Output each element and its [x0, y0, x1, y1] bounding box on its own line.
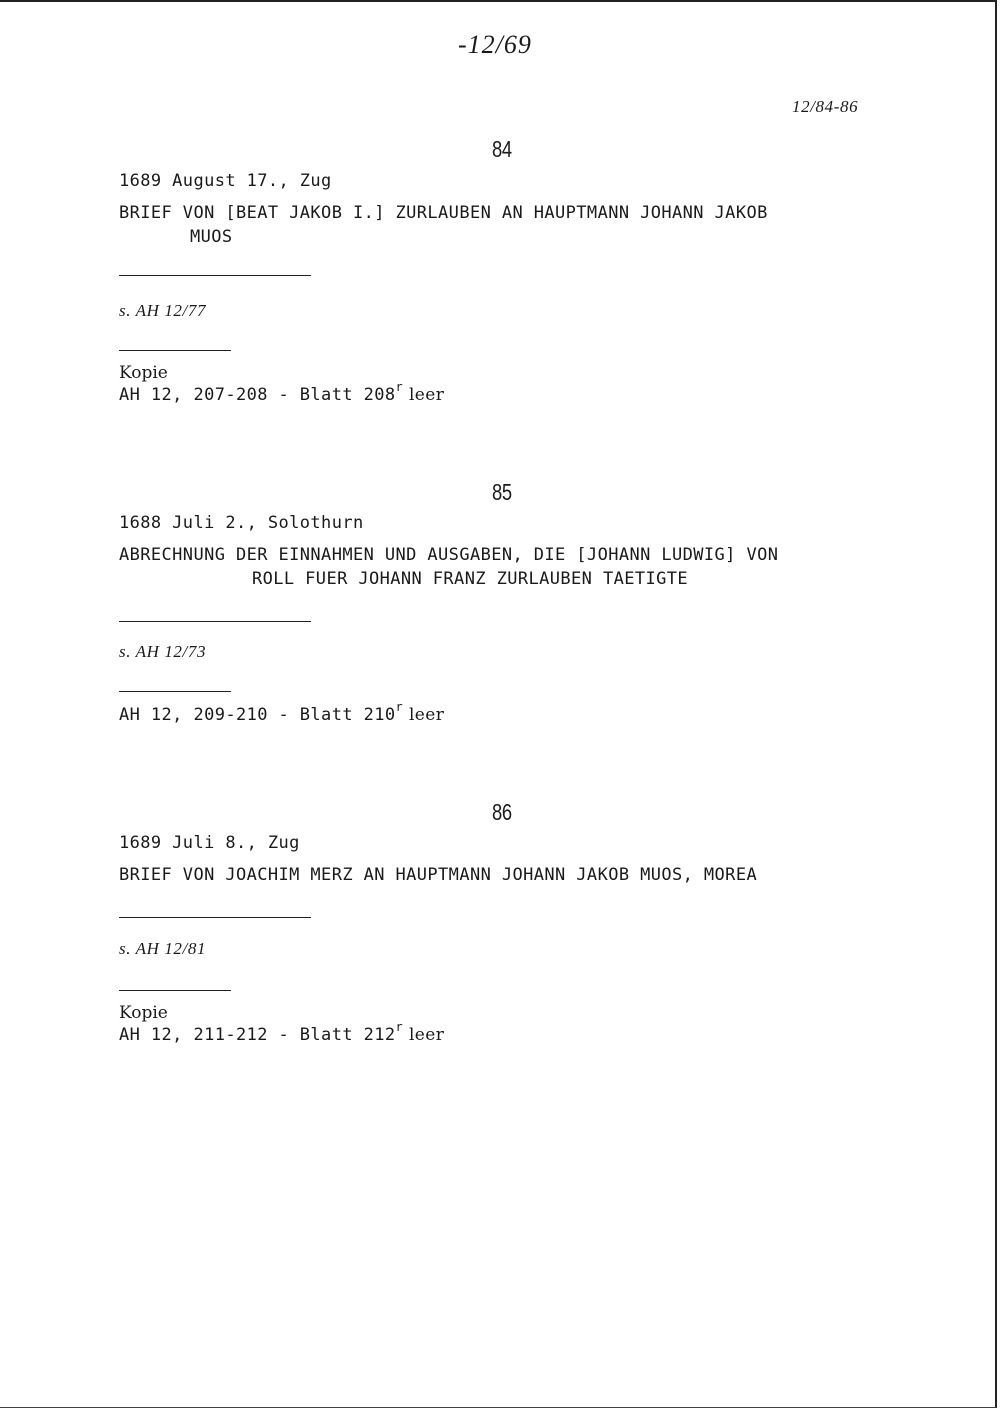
entry-84-number: 84 — [492, 136, 512, 162]
entry-85-source-main: AH 12, 209-210 - Blatt 210 — [119, 705, 396, 725]
entry-85-source-sup: r — [395, 700, 404, 714]
entry-84-rule-1 — [119, 275, 311, 276]
entry-86-source-sup: r — [395, 1020, 404, 1034]
entry-85-number: 85 — [492, 479, 512, 505]
entry-85-date-place: 1688 Juli 2., Solothurn — [119, 513, 364, 533]
entry-85-rule-2 — [119, 691, 231, 692]
handwritten-reference: -12/69 — [458, 30, 532, 59]
entry-84-copy-label: Kopie — [119, 363, 168, 383]
entry-84-title-line2: MUOS — [190, 227, 233, 247]
entry-84-rule-2 — [119, 350, 231, 351]
entry-85-rule-1 — [119, 621, 311, 622]
entry-84-title-line1: BRIEF VON [BEAT JAKOB I.] ZURLAUBEN AN HAUPTMANN JOHANN JAKOB — [119, 203, 768, 223]
entry-86-source — [119, 1020, 445, 1045]
entry-86-source-main: AH 12, 211-212 - Blatt 212 — [119, 1025, 396, 1045]
entry-86-date-place: 1689 Juli 8., Zug — [119, 833, 300, 853]
entry-85-source-tail: leer — [403, 705, 445, 725]
entry-84-source-sup: r — [395, 380, 404, 394]
entry-85-title-line1: ABRECHNUNG DER EINNAHMEN UND AUSGABEN, DIE [JOHANN LUDWIG] VON — [119, 545, 779, 565]
entry-86-copy-label: Kopie — [119, 1003, 168, 1023]
entry-85-see-reference: s. AH 12/73 — [119, 642, 207, 661]
entry-84-source-tail: leer — [403, 385, 445, 405]
entry-84-source-main: AH 12, 207-208 - Blatt 208 — [119, 385, 396, 405]
entry-86-source-tail: leer — [403, 1025, 445, 1045]
entry-85-title-line2: ROLL FUER JOHANN FRANZ ZURLAUBEN TAETIGTE — [252, 569, 689, 589]
entry-84-date-place: 1689 August 17., Zug — [119, 171, 332, 191]
entry-84-source — [119, 380, 445, 405]
entry-85-source — [119, 700, 445, 725]
page-reference: 12/84-86 — [792, 97, 859, 116]
entry-86-see-reference: s. AH 12/81 — [119, 939, 207, 958]
entry-86-rule-1 — [119, 917, 311, 918]
entry-84-see-reference: s. AH 12/77 — [119, 301, 207, 320]
entry-86-number: 86 — [492, 799, 512, 825]
entry-86-title-line1: BRIEF VON JOACHIM MERZ AN HAUPTMANN JOHANN JAKOB MUOS, MOREA — [119, 865, 758, 885]
entry-86-rule-2 — [119, 990, 231, 991]
